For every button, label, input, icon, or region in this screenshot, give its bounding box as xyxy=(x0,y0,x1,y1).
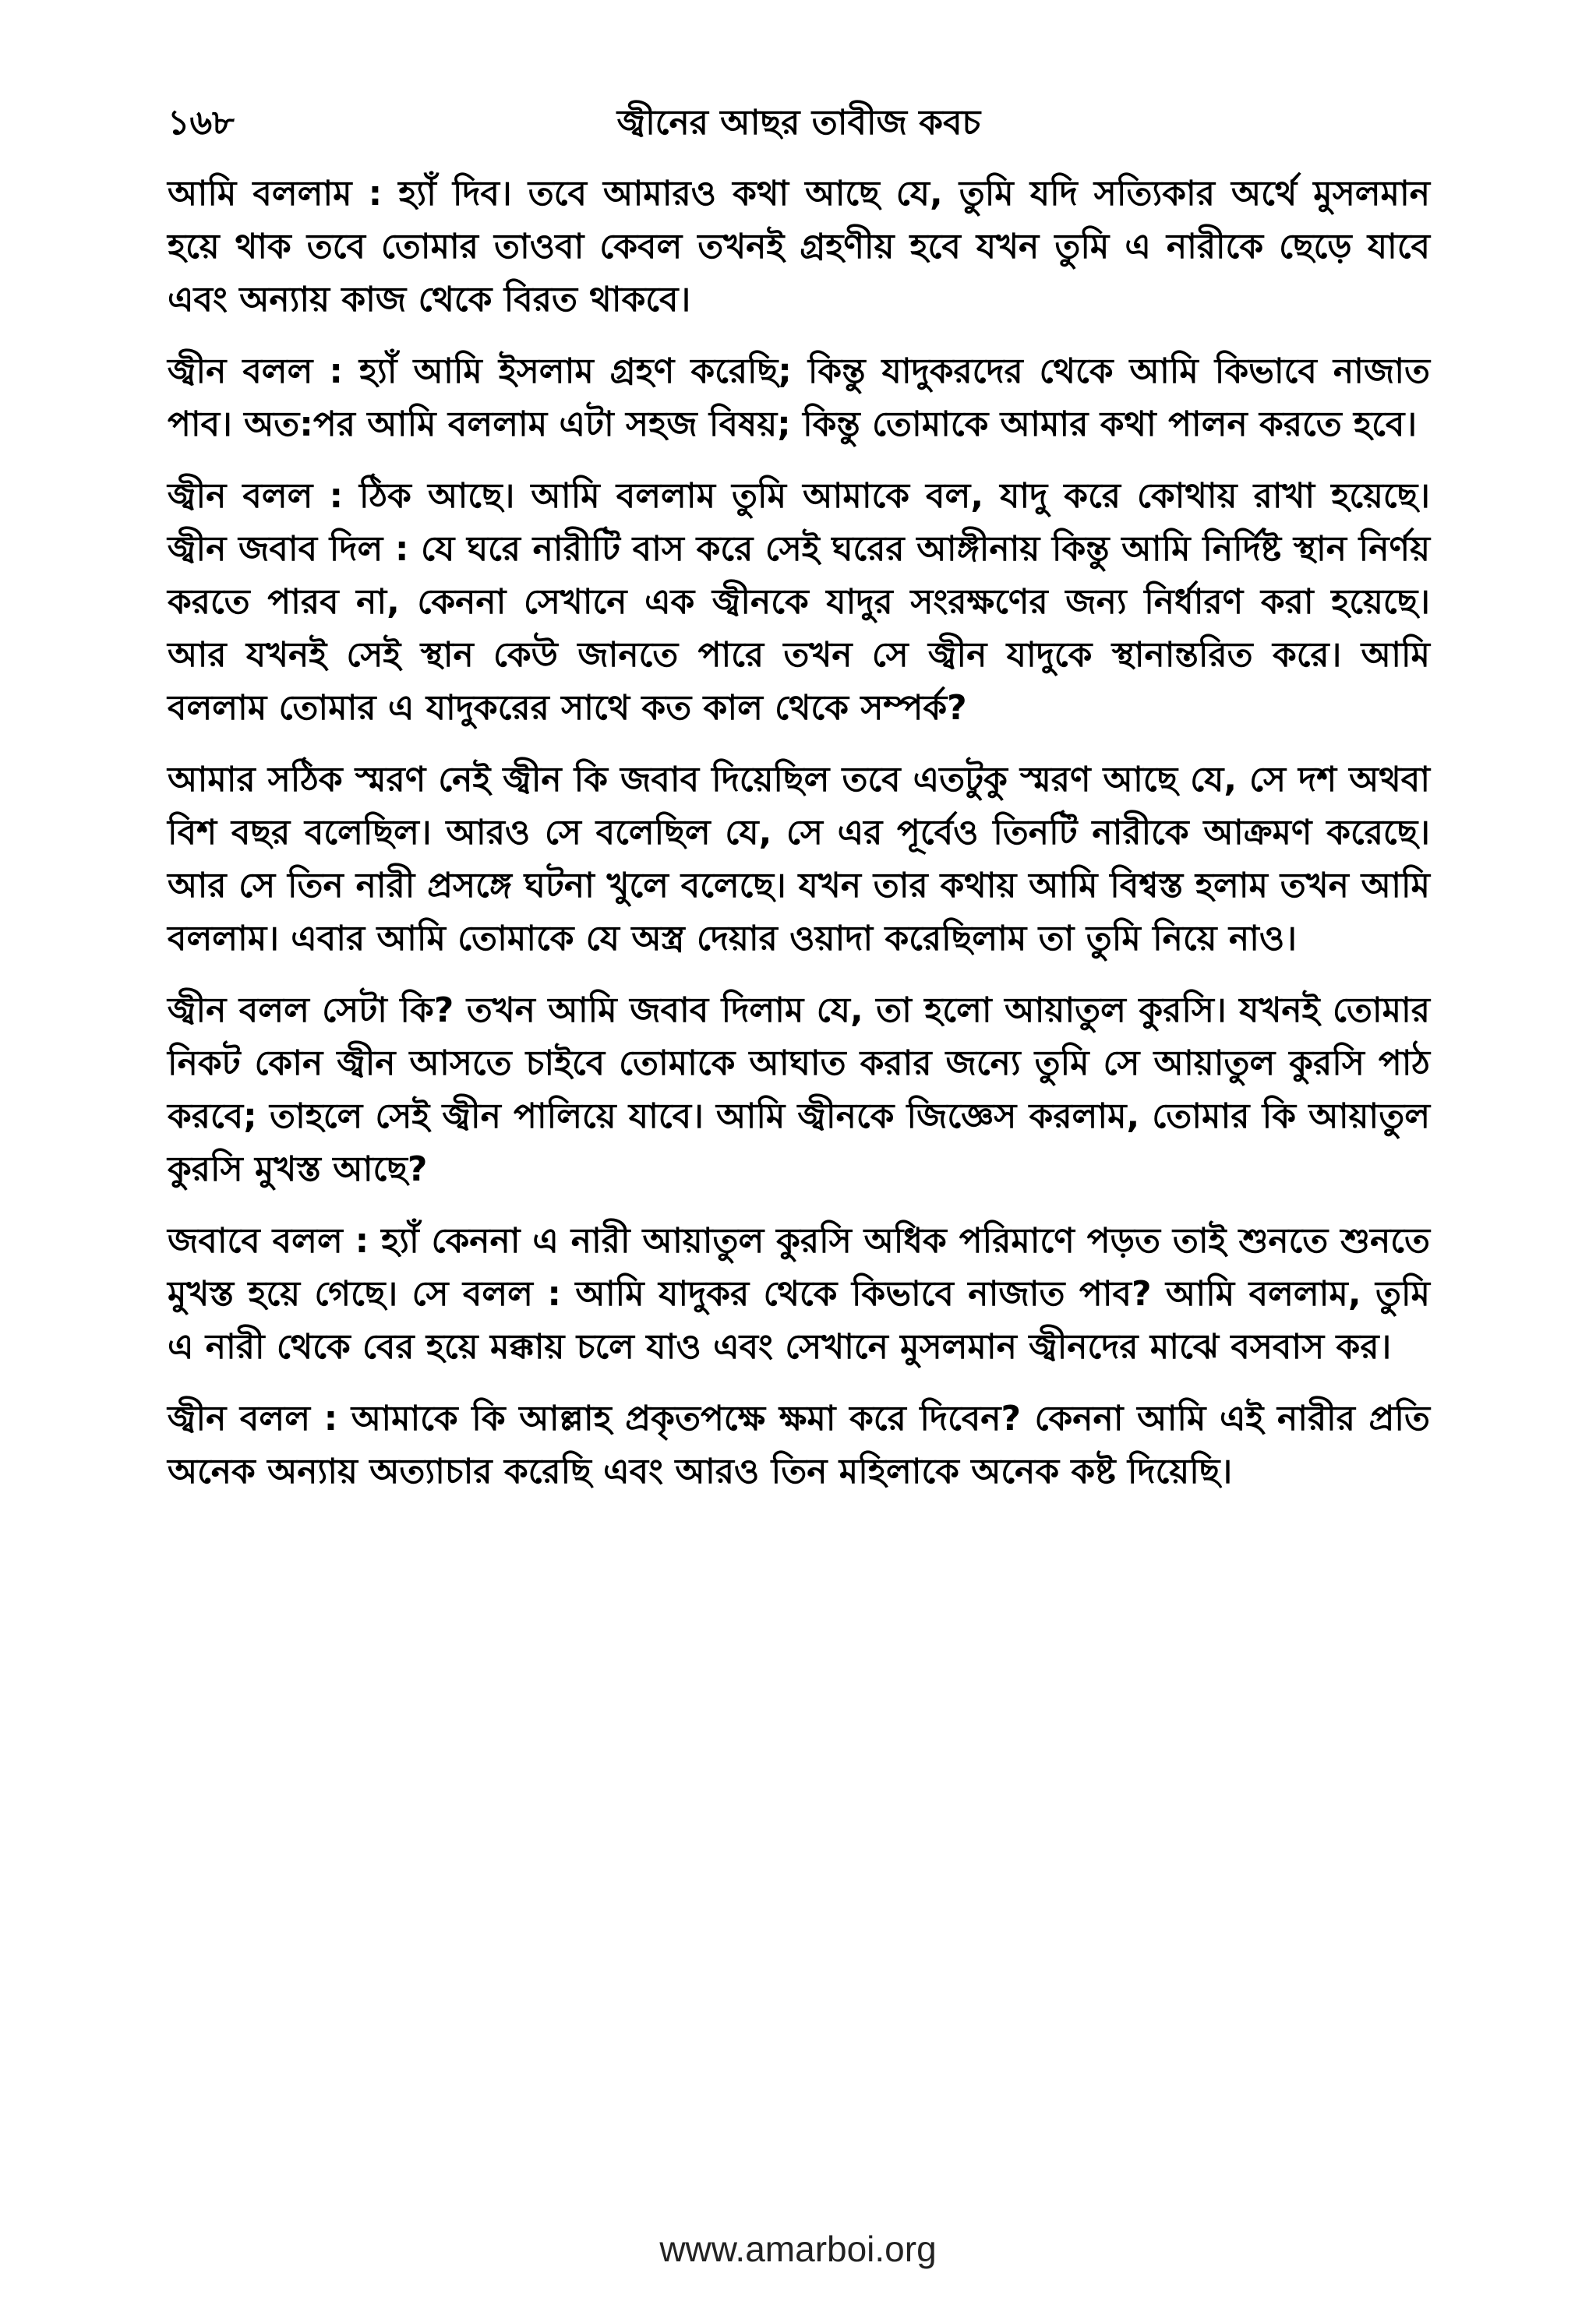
paragraph: জবাবে বলল : হ্যাঁ কেননা এ নারী আয়াতুল কুরসি অধিক পরিমাণে পড়ত তাই শুনতে শুনতে মুখস্ত হয়ে গেছে। সে বলল : আমি যাদুকর থেকে কিভাবে নাজাত পাব? আমি বললাম, তুমি এ নারী থেকে বের হয়ে মক্কায় চলে যাও এবং সেখানে মুসলমান জ্বীনদের মাঝে বসবাস কর। xyxy=(168,1221,1430,1367)
body-text xyxy=(168,168,1430,1517)
paragraph: জ্বীন বলল সেটা কি? তখন আমি জবাব দিলাম যে, তা হলো আয়াতুল কুরসি। যখনই তোমার নিকট কোন জ্বীন আসতে চাইবে তোমাকে আঘাত করার জন্যে তুমি সে আয়াতুল কুরসি পাঠ করবে; তাহলে সেই জ্বীন পালিয়ে যাবে। আমি জ্বীনকে জিজ্ঞেস করলাম, তোমার কি আয়াতুল কুরসি মুখস্ত আছে? xyxy=(168,990,1430,1189)
page-header xyxy=(168,92,1430,154)
paragraph: জ্বীন বলল : ঠিক আছে। আমি বললাম তুমি আমাকে বল, যাদু করে কোথায় রাখা হয়েছে। জ্বীন জবাব দিল : যে ঘরে নারীটি বাস করে সেই ঘরের আঙ্গীনায় কিন্তু আমি নির্দিষ্ট স্থান নির্ণয় করতে পারব না, কেননা সেখানে এক জ্বীনকে যাদুর সংরক্ষণের জন্য নির্ধারণ করা হয়েছে। আর যখনই সেই স্থান কেউ জানতে পারে তখন সে জ্বীন যাদুকে স্থানান্তরিত করে। আমি বললাম তোমার এ যাদুকরের সাথে কত কাল থেকে সম্পর্ক? xyxy=(168,476,1430,728)
paragraph: জ্বীন বলল : আমাকে কি আল্লাহ প্রকৃতপক্ষে ক্ষমা করে দিবেন? কেননা আমি এই নারীর প্রতি অনেক অন্যায় অত্যাচার করেছি এবং আরও তিন মহিলাকে অনেক কষ্ট দিয়েছি। xyxy=(168,1399,1430,1491)
paragraph: আমার সঠিক স্মরণ নেই জ্বীন কি জবাব দিয়েছিল তবে এতটুকু স্মরণ আছে যে, সে দশ অথবা বিশ বছর বলেছিল। আরও সে বলেছিল যে, সে এর পূর্বেও তিনটি নারীকে আক্রমণ করেছে। আর সে তিন নারী প্রসঙ্গে ঘটনা খুলে বলেছে। যখন তার কথায় আমি বিশ্বস্ত হলাম তখন আমি বললাম। এবার আমি তোমাকে যে অস্ত্র দেয়ার ওয়াদা করেছিলাম তা তুমি নিয়ে নাও। xyxy=(168,760,1430,958)
paragraph: জ্বীন বলল : হ্যাঁ আমি ইসলাম গ্রহণ করেছি; কিন্তু যাদুকরদের থেকে আমি কিভাবে নাজাত পাব। অত:পর আমি বললাম এটা সহজ বিষয়; কিন্তু তোমাকে আমার কথা পালন করতে হবে। xyxy=(168,351,1430,444)
paragraph: আমি বললাম : হ্যাঁ দিব। তবে আমারও কথা আছে যে, তুমি যদি সত্যিকার অর্থে মুসলমান হয়ে থাক তবে তোমার তাওবা কেবল তখনই গ্রহণীয় হবে যখন তুমি এ নারীকে ছেড়ে যাবে এবং অন্যায় কাজ থেকে বিরত থাকবে। xyxy=(168,174,1430,319)
website-footer: www.amarboi.org xyxy=(659,2229,937,2269)
page-number: ১৬৮ xyxy=(168,103,235,143)
running-title: জ্বীনের আছর তাবীজ কবচ xyxy=(616,103,981,143)
